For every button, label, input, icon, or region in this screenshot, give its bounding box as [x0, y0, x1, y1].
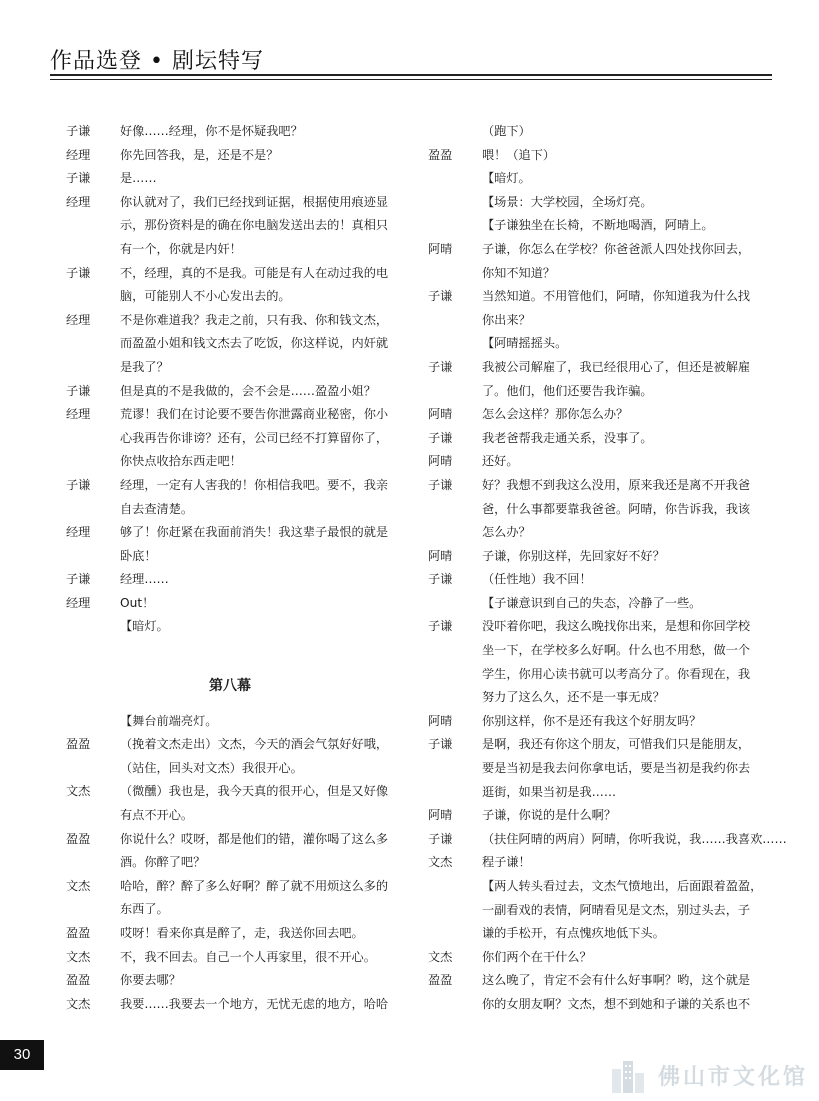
dialogue-text: 不是你难道我？我走之前，只有我、你和钱文杰， [120, 312, 389, 327]
speaker-name: 子谦 [428, 831, 453, 846]
speaker-name: 子谦 [66, 171, 91, 186]
dialogue-text: 坐一下，在学校多么好啊。什么也不用愁，做一个 [482, 643, 751, 658]
script-line [66, 568, 406, 592]
speaker-name: 盈盈 [66, 926, 91, 940]
spacer [66, 639, 406, 663]
script-line [428, 899, 758, 923]
dialogue-text: 经理…… [120, 572, 169, 587]
script-line [428, 993, 758, 1017]
speaker-name: 阿晴 [428, 407, 453, 422]
dialogue-text: 我老爸帮我走通关系，没事了。 [482, 430, 653, 445]
script-line [428, 238, 758, 262]
dialogue-text: 酒。你醉了吧？ [120, 855, 206, 870]
page-number: 30 [0, 1040, 44, 1070]
script-line [428, 615, 758, 639]
speaker-name: 经理 [66, 525, 91, 540]
speaker-name: 经理 [66, 312, 91, 327]
script-line [428, 521, 758, 545]
speaker-name: 文杰 [66, 996, 91, 1011]
script-line [428, 828, 787, 852]
script-line [66, 733, 406, 757]
script-line [428, 592, 758, 616]
speaker-name: 盈盈 [66, 831, 91, 846]
script-line [66, 615, 406, 639]
act-heading: 第八幕 [209, 677, 251, 694]
script-line [66, 120, 406, 144]
script-line [428, 167, 758, 191]
script-line [428, 474, 758, 498]
script-line [66, 167, 406, 191]
dialogue-text: 哈哈，醉？醉了多么好啊？醉了就不用烦这么多的 [120, 878, 389, 893]
speaker-name: 子谦 [428, 477, 453, 492]
dialogue-text: 逛街，如果当初是我…… [482, 784, 617, 799]
dialogue-text: 是…… [120, 171, 157, 186]
script-line [428, 757, 758, 781]
speaker-name: 子谦 [428, 619, 453, 634]
script-line [428, 285, 758, 309]
dialogue-text: 而盈盈小姐和钱文杰去了吃饭，你这样说，内奸就 [120, 336, 389, 351]
script-line [66, 898, 406, 922]
dialogue-text: 好像……经理，你不是怀疑我吧？ [120, 124, 303, 138]
script-line [428, 875, 763, 899]
speaker-name: 子谦 [66, 265, 91, 280]
speaker-name: 子谦 [66, 383, 91, 398]
dialogue-text: 你出来？ [482, 312, 531, 327]
script-line [66, 214, 406, 238]
dialogue-text: 你认就对了，我们已经找到证据，根据使用痕迹显 [120, 194, 389, 209]
script-line [428, 309, 758, 333]
script-line [428, 332, 758, 356]
script-line [428, 191, 758, 215]
dialogue-text: 你的女朋友啊？文杰，想不到她和子谦的关系也不 [482, 996, 751, 1011]
dialogue-text: 子谦，你别这样，先回家好不好？ [482, 548, 665, 563]
speaker-name: 子谦 [428, 737, 453, 752]
speaker-name: 阿晴 [428, 713, 453, 728]
dialogue-text: 东西了。 [120, 902, 169, 917]
dialogue-text: 是啊，我还有你这个朋友，可惜我们只是能朋友， [482, 737, 751, 752]
script-line [428, 380, 758, 404]
speaker-name: 文杰 [428, 855, 453, 870]
dialogue-text: 示，那份资料是的确在你电脑发送出去的！真相只 [120, 218, 389, 233]
header-rule-thick [50, 74, 772, 76]
dialogue-text: 喂！（追下） [482, 147, 556, 162]
dialogue-text: 当然知道。不用管他们，阿晴，你知道我为什么找 [482, 289, 751, 304]
speaker-name: 盈盈 [66, 737, 91, 752]
dialogue-text: 你快点收拾东西走吧！ [120, 454, 242, 469]
script-line [66, 851, 406, 875]
speaker-name: 子谦 [428, 289, 453, 304]
script-line [66, 238, 406, 262]
dialogue-text: 你们两个在干什么？ [482, 949, 592, 964]
script-line [66, 592, 406, 616]
dialogue-text: 努力了这么久，还不是一事无成？ [482, 690, 665, 705]
dialogue-text: 你要去哪？ [120, 973, 181, 988]
speaker-name: 文杰 [428, 949, 453, 964]
publisher-logo-text: 佛山市文化馆 [658, 1063, 809, 1090]
script-line [66, 144, 406, 168]
speaker-name: 子谦 [66, 124, 91, 138]
dialogue-text: （微醺）我也是，我今天真的很开心，但是又好像 [120, 784, 389, 799]
dialogue-text: （站住，回头对文杰）我很开心。 [120, 760, 303, 775]
left-text-column [66, 120, 406, 1016]
script-line [428, 781, 758, 805]
speaker-name: 子谦 [428, 572, 453, 587]
script-line [428, 403, 758, 427]
script-line [66, 262, 406, 286]
speaker-name: 文杰 [66, 784, 91, 799]
dialogue-text: 荒谬！我们在讨论要不要告你泄露商业秘密，你小 [120, 407, 389, 422]
script-line [66, 545, 406, 569]
script-line [428, 427, 758, 451]
script-line [428, 686, 758, 710]
script-line [428, 545, 758, 569]
dialogue-text: （扶住阿晴的两肩）阿晴，你听我说，我……我喜欢…… [482, 831, 787, 846]
speaker-name: 经理 [66, 595, 91, 610]
script-line [66, 993, 406, 1017]
speaker-name: 子谦 [66, 572, 91, 587]
dialogue-text: 你说什么？哎呀，都是他们的错，灌你喝了这么多 [120, 831, 389, 846]
speaker-name: 经理 [66, 194, 91, 209]
script-line [66, 780, 406, 804]
dialogue-text: 自去查清楚。 [120, 501, 194, 516]
script-line [66, 191, 406, 215]
script-line [428, 946, 758, 970]
dialogue-text: 【子谦意识到自己的失态，冷静了一些。 [482, 595, 702, 610]
dialogue-text: 脑，可能别人不小心发出去的。 [120, 289, 291, 304]
script-line [66, 474, 406, 498]
dialogue-text: 谦的手松开，有点愧疚地低下头。 [482, 926, 665, 941]
dialogue-text: 卧底！ [120, 548, 157, 563]
script-line [428, 922, 758, 946]
dialogue-text: 【场景：大学校园，全场灯亮。 [482, 194, 653, 209]
dialogue-text: （挽着文杰走出）文杰，今天的酒会气氛好好哦， [120, 737, 389, 752]
page-header-title: 作品选登 • 剧坛特写 [50, 49, 264, 74]
dialogue-text: 子谦，你怎么在学校？你爸爸派人四处找你回去， [482, 241, 751, 256]
dialogue-text: 怎么会这样？那你怎么办？ [482, 407, 629, 422]
right-text-column [428, 120, 787, 1017]
script-line [66, 969, 406, 993]
speaker-name: 盈盈 [66, 973, 91, 988]
speaker-name: 文杰 [66, 878, 91, 893]
speaker-name: 经理 [66, 407, 91, 422]
dialogue-text: 够了！你赶紧在我面前消失！我这辈子最恨的就是 [120, 525, 389, 540]
speaker-name: 子谦 [428, 430, 453, 445]
speaker-name: 文杰 [66, 949, 91, 964]
script-line [66, 427, 406, 451]
dialogue-text: 好？我想不到我这么没用，原来我还是离不开我爸 [482, 477, 751, 492]
script-line [66, 450, 406, 474]
script-line [66, 521, 406, 545]
speaker-name: 经理 [66, 147, 91, 162]
script-line [428, 733, 758, 757]
dialogue-text: 了。他们，他们还要告我诈骗。 [482, 383, 653, 398]
script-line [66, 875, 406, 899]
dialogue-text: 【暗灯。 [120, 619, 169, 634]
speaker-name: 子谦 [66, 477, 91, 492]
script-line [428, 214, 758, 238]
dialogue-text: 还好。 [482, 454, 519, 469]
script-line [428, 356, 758, 380]
script-line [66, 380, 406, 404]
dialogue-text: 心我再告你诽谤？还有，公司已经不打算留你了， [120, 430, 389, 445]
dialogue-text: 一副看戏的表情，阿晴看见是文杰，别过头去，子 [482, 902, 751, 917]
dialogue-text: 这么晚了，肯定不会有什么好事啊？哟，这个就是 [482, 973, 751, 988]
dialogue-text: 不，经理，真的不是我。可能是有人在动过我的电 [120, 265, 389, 280]
dialogue-text: 有点不开心。 [120, 808, 194, 823]
dialogue-text: 哎呀！看来你真是醉了，走，我送你回去吧。 [120, 926, 364, 940]
script-line [66, 285, 406, 309]
script-line [428, 568, 758, 592]
dialogue-text: 我被公司解雇了，我已经很用心了，但还是被解雇 [482, 359, 751, 374]
script-line [66, 946, 406, 970]
script-line [66, 757, 406, 781]
dialogue-text: 你知不知道？ [482, 265, 556, 280]
script-line [66, 828, 406, 852]
speaker-name: 子谦 [428, 359, 453, 374]
dialogue-text: 爸，什么事都要靠我爸爸。阿晴，你告诉我，我该 [482, 501, 751, 516]
dialogue-text: 有一个，你就是内奸！ [120, 241, 242, 256]
script-line [428, 804, 758, 828]
header-rule-thin [50, 79, 772, 80]
speaker-name: 盈盈 [428, 147, 453, 162]
script-line [66, 804, 406, 828]
publisher-logo [608, 1053, 808, 1097]
dialogue-text: 【两人转头看过去，文杰气愤地出，后面跟着盈盈， [482, 879, 763, 893]
speaker-name: 阿晴 [428, 241, 453, 256]
script-line [428, 498, 758, 522]
script-line [66, 922, 406, 946]
dialogue-text: 没吓着你吧，我这么晚找你出来，是想和你回学校 [482, 619, 751, 634]
script-line [66, 498, 406, 522]
dialogue-text: （跑下） [482, 124, 531, 138]
script-line [428, 639, 758, 663]
script-line [66, 356, 406, 380]
script-line [428, 710, 758, 734]
dialogue-text: 是我了？ [120, 359, 169, 374]
dialogue-text: 不，我不回去。自己一个人再家里，很不开心。 [120, 949, 376, 964]
script-line [66, 403, 406, 427]
script-line [428, 851, 758, 875]
dialogue-text: 【暗灯。 [482, 171, 531, 186]
script-line [428, 663, 758, 687]
script-line [428, 120, 758, 144]
dialogue-text: 子谦，你说的是什么啊？ [482, 808, 617, 823]
dialogue-text: 我要……我要去一个地方，无忧无虑的地方，哈哈 [120, 996, 389, 1011]
speaker-name: 阿晴 [428, 808, 453, 823]
speaker-name: 阿晴 [428, 548, 453, 563]
dialogue-text: 你别这样，你不是还有我这个好朋友吗？ [482, 713, 702, 728]
script-line [66, 309, 406, 333]
building-logo-icon [608, 1055, 648, 1095]
script-line [428, 969, 758, 993]
speaker-name: 阿晴 [428, 454, 453, 469]
dialogue-text: （任性地）我不回！ [482, 572, 592, 587]
dialogue-text: 【舞台前端亮灯。 [120, 713, 218, 728]
script-line [66, 710, 406, 734]
speaker-name: 盈盈 [428, 973, 453, 988]
script-line [428, 144, 758, 168]
dialogue-text: 学生，你用心读书就可以考高分了。你看现在，我 [482, 666, 751, 681]
dialogue-text: 但是真的不是我做的，会不会是……盈盈小姐？ [120, 383, 376, 398]
script-line [428, 450, 758, 474]
dialogue-text: 要是当初是我去问你拿电话，要是当初是我约你去 [482, 761, 751, 776]
script-line [66, 332, 406, 356]
dialogue-text: 【阿晴摇摇头。 [482, 336, 568, 351]
dialogue-text: 怎么办？ [482, 525, 531, 540]
dialogue-text: 经理，一定有人害我的！你相信我吧。要不，我亲 [120, 477, 389, 492]
dialogue-text: 你先回答我，是，还是不是？ [120, 147, 279, 162]
dialogue-text: 程子谦！ [482, 855, 531, 870]
dialogue-text: 【子谦独坐在长椅，不断地喝酒，阿晴上。 [482, 218, 714, 233]
dialogue-text: Out！ [120, 595, 155, 610]
script-line [428, 262, 758, 286]
